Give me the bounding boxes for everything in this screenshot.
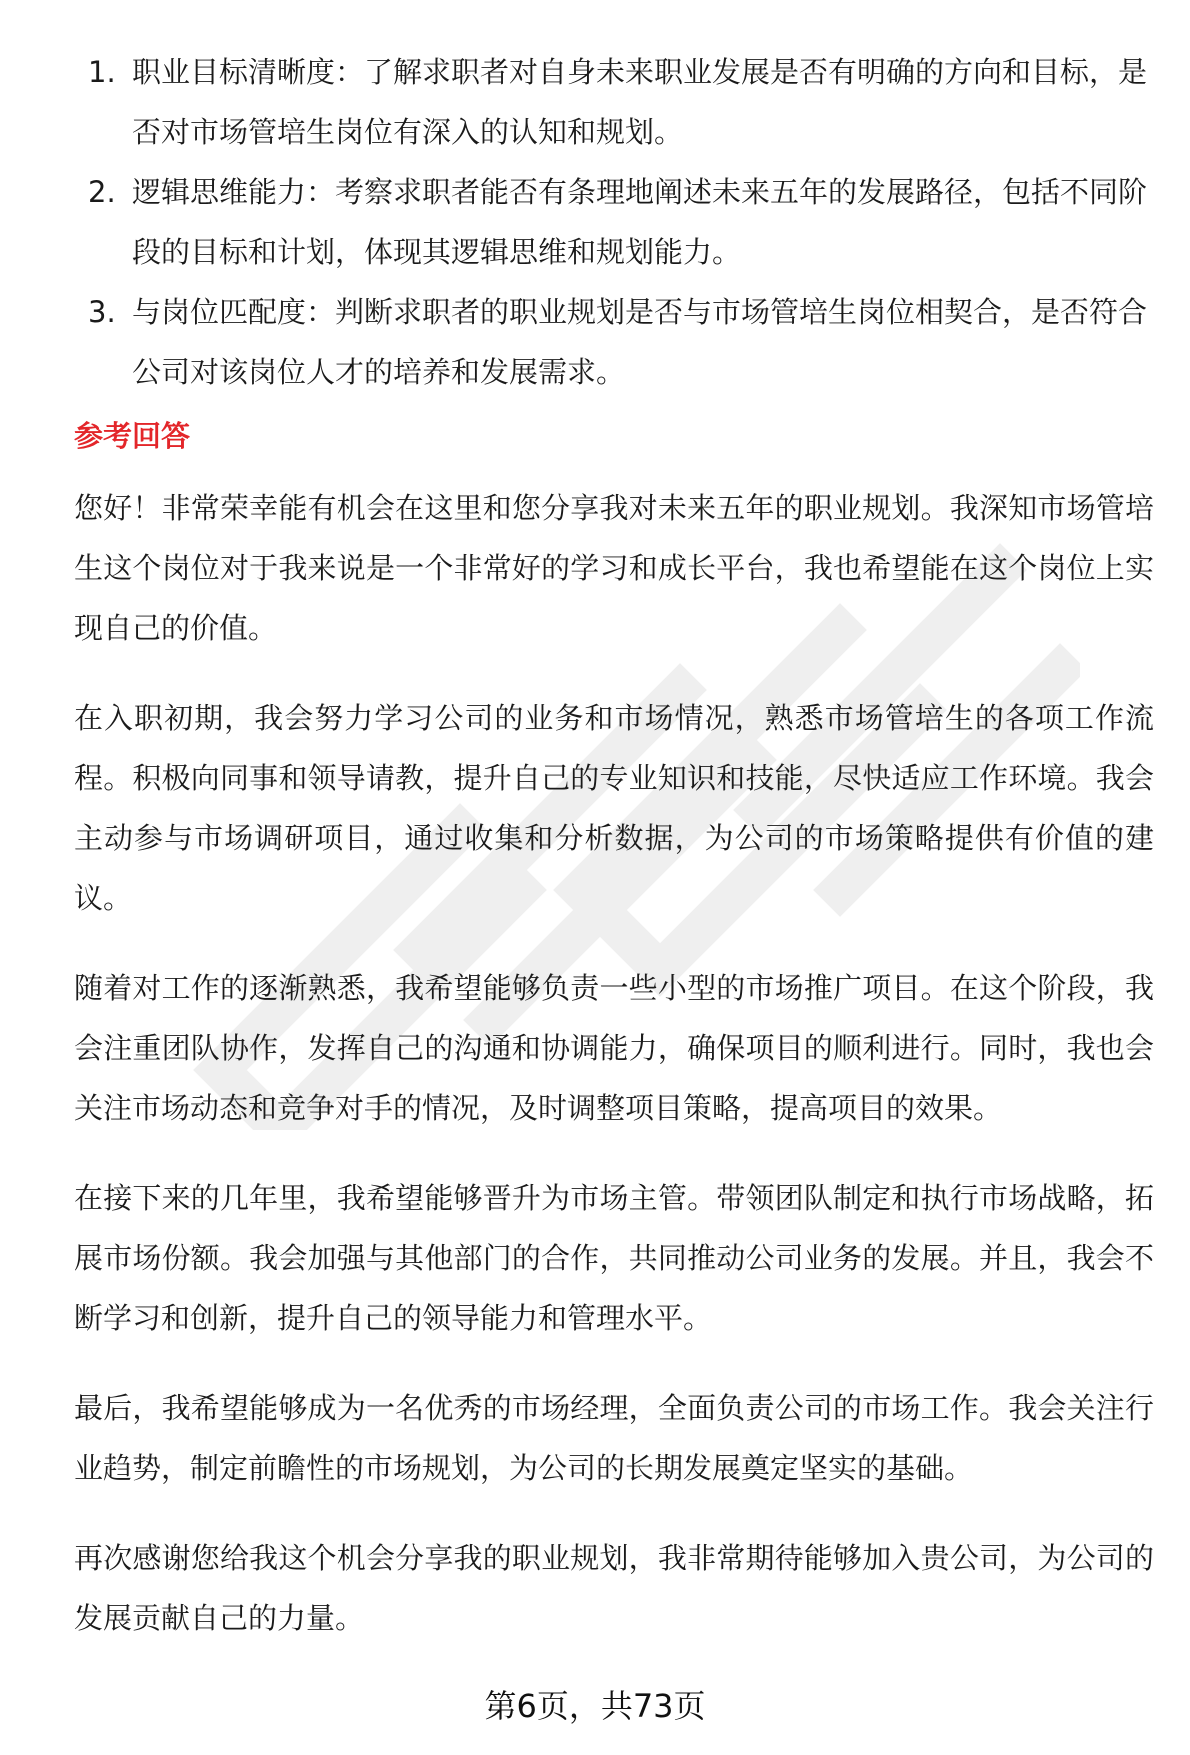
- section-title: 参考回答: [74, 419, 191, 453]
- list-number: 3.: [88, 295, 116, 329]
- list-item: [74, 282, 1154, 402]
- list-item: [74, 162, 1154, 282]
- page-number: 第6页，共73页: [484, 1687, 706, 1725]
- list-item-text: 与岗位匹配度：判断求职者的职业规划是否与市场管培生岗位相契合，是否符合公司对该岗位人才的培养和发展需求。: [132, 295, 1148, 389]
- evaluation-criteria-list: [74, 42, 1154, 402]
- answer-paragraph: 随着对工作的逐渐熟悉，我希望能够负责一些小型的市场推广项目。在这个阶段，我会注重团队协作，发挥自己的沟通和协调能力，确保项目的顺利进行。同时，我也会关注市场动态和竞争对手的情况，及时调整项目策略，提高项目的效果。: [74, 971, 1154, 1125]
- list-item-text: 逻辑思维能力：考察求职者能否有条理地阐述未来五年的发展路径，包括不同阶段的目标和计划，体现其逻辑思维和规划能力。: [132, 175, 1148, 269]
- answer-paragraph: 再次感谢您给我这个机会分享我的职业规划，我非常期待能够加入贵公司，为公司的发展贡献自己的力量。: [74, 1541, 1154, 1635]
- answer-paragraph: 在接下来的几年里，我希望能够晋升为市场主管。带领团队制定和执行市场战略，拓展市场份额。我会加强与其他部门的合作，共同推动公司业务的发展。并且，我会不断学习和创新，提升自己的领导能力和管理水平。: [74, 1181, 1154, 1335]
- list-number: 2.: [88, 175, 116, 209]
- list-item: [74, 42, 1154, 162]
- page-content: [74, 42, 1154, 1678]
- answer-paragraph: 在入职初期，我会努力学习公司的业务和市场情况，熟悉市场管培生的各项工作流程。积极向同事和领导请教，提升自己的专业知识和技能，尽快适应工作环境。我会主动参与市场调研项目，通过收集和分析数据，为公司的市场策略提供有价值的建议。: [74, 701, 1154, 915]
- answer-paragraph: 您好！非常荣幸能有机会在这里和您分享我对未来五年的职业规划。我深知市场管培生这个岗位对于我来说是一个非常好的学习和成长平台，我也希望能在这个岗位上实现自己的价值。: [74, 491, 1154, 645]
- answer-paragraph: 最后，我希望能够成为一名优秀的市场经理，全面负责公司的市场工作。我会关注行业趋势，制定前瞻性的市场规划，为公司的长期发展奠定坚实的基础。: [74, 1391, 1154, 1485]
- list-item-text: 职业目标清晰度：了解求职者对自身未来职业发展是否有明确的方向和目标，是否对市场管培生岗位有深入的认知和规划。: [132, 55, 1148, 149]
- list-number: 1.: [88, 55, 116, 89]
